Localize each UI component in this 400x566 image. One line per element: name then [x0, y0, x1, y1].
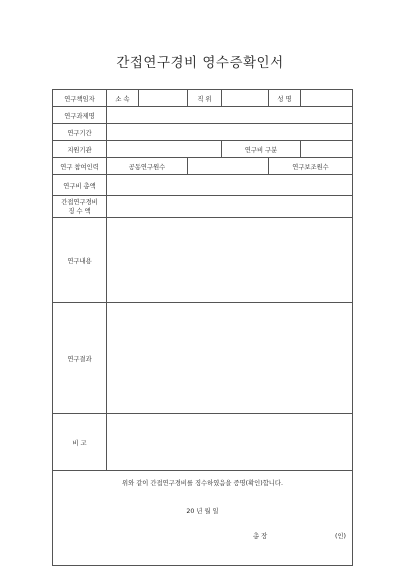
total-budget-label: 연구비 총액 [53, 175, 107, 196]
affiliation-label: 소 속 [107, 90, 139, 107]
remarks-label: 비 고 [53, 414, 107, 471]
funding-agency-field[interactable] [107, 141, 222, 158]
row-participants [53, 158, 353, 175]
position-label: 직 위 [188, 90, 222, 107]
receipt-form-table [52, 89, 353, 566]
row-funding [53, 141, 353, 158]
affiliation-field[interactable] [139, 90, 188, 107]
researcher-label: 연구책임자 [53, 90, 107, 107]
funding-type-label: 연구비 구분 [222, 141, 301, 158]
name-label: 성 명 [269, 90, 301, 107]
period-field[interactable] [107, 124, 353, 141]
result-field[interactable] [107, 303, 353, 414]
footer-cell [53, 471, 353, 566]
co-researchers-label: 공동연구원수 [107, 158, 188, 175]
document-title: 간접연구경비 영수증확인서 [116, 55, 284, 71]
assistants-label: 연구보조원수 [269, 158, 353, 175]
indirect-cost-label-line2: 징 수 액 [68, 207, 91, 215]
indirect-cost-label [53, 196, 107, 218]
funding-agency-label: 지원기관 [53, 141, 107, 158]
remarks-field[interactable] [107, 414, 353, 471]
row-remarks [53, 414, 353, 471]
row-project-title [53, 107, 353, 124]
participants-label: 연구 참여인력 [53, 158, 107, 175]
project-title-field[interactable] [107, 107, 353, 124]
total-budget-field[interactable] [107, 175, 353, 196]
project-title-label: 연구과제명 [53, 107, 107, 124]
funding-type-field[interactable] [301, 141, 353, 158]
co-researchers-field[interactable] [188, 158, 269, 175]
signer-title: 총 장 [253, 533, 268, 540]
certification-date: 20 년 월 일 [186, 508, 219, 515]
content-label: 연구내용 [53, 218, 107, 303]
result-label: 연구결과 [53, 303, 107, 414]
indirect-cost-field[interactable] [107, 196, 353, 218]
row-period [53, 124, 353, 141]
row-content [53, 218, 353, 303]
certification-statement: 위와 같이 간접연구경비를 징수하였음을 증명(확인)합니다. [122, 480, 283, 487]
row-researcher [53, 90, 353, 107]
position-field[interactable] [222, 90, 269, 107]
name-field[interactable] [301, 90, 353, 107]
row-total-budget [53, 175, 353, 196]
row-footer [53, 471, 353, 566]
row-indirect-cost [53, 196, 353, 218]
indirect-cost-label-line1: 간접연구경비 [61, 198, 98, 206]
content-field[interactable] [107, 218, 353, 303]
seal-mark: (인) [335, 533, 346, 540]
row-result [53, 303, 353, 414]
period-label: 연구기간 [53, 124, 107, 141]
